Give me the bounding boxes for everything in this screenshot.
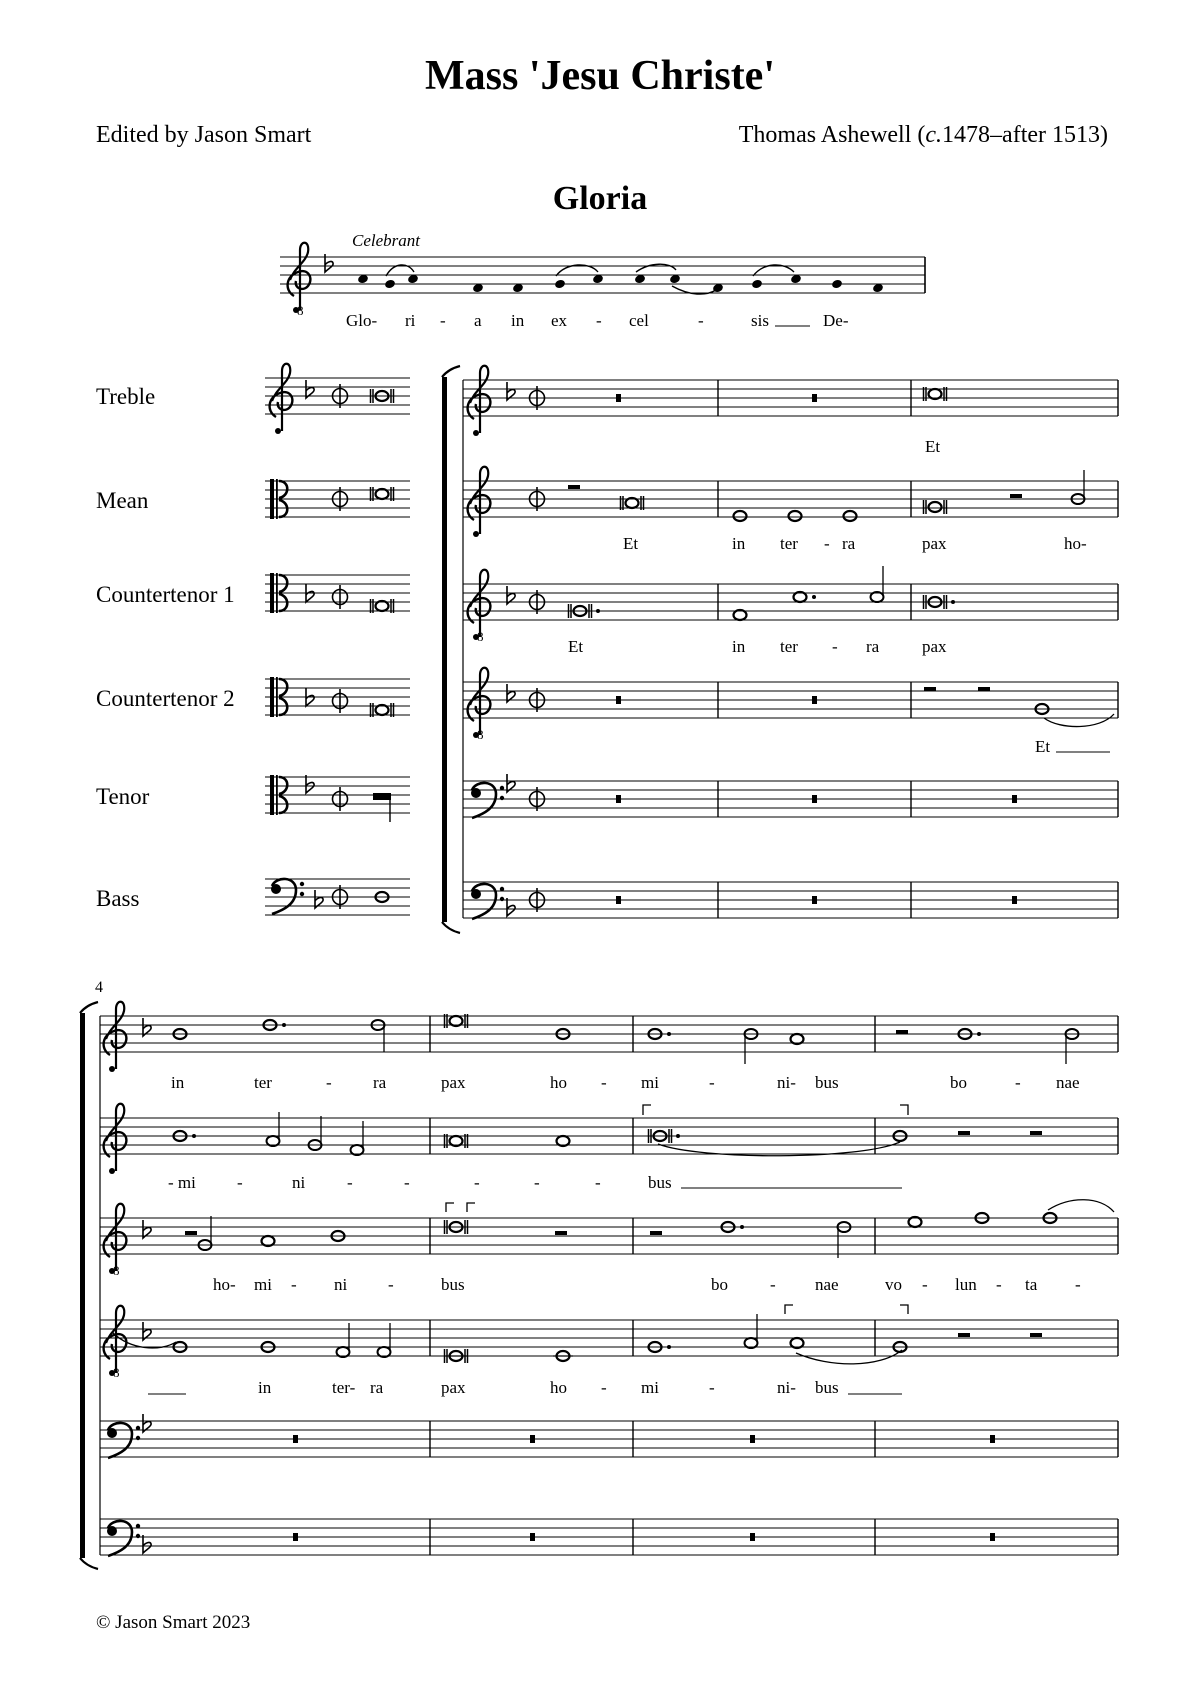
lyric: - <box>1015 1073 1021 1092</box>
lyric: - <box>291 1275 297 1294</box>
system1-barlines <box>718 380 1118 918</box>
system1-bracket <box>442 366 463 933</box>
lyric: ni- <box>777 1378 796 1397</box>
lyric: - <box>601 1073 607 1092</box>
lyric: in <box>732 637 746 656</box>
intonation-staff <box>280 257 925 293</box>
voice-label-mean: Mean <box>96 488 149 513</box>
system2-rests <box>185 1030 1042 1541</box>
lyric: Et <box>623 534 639 553</box>
lyric: mi <box>254 1275 272 1294</box>
lyric: - <box>996 1275 1002 1294</box>
lyric: - <box>770 1275 776 1294</box>
lyric: pax <box>922 534 947 553</box>
system2-lyrics <box>148 1073 1081 1397</box>
lyric: ri <box>405 311 416 330</box>
lyric: Et <box>568 637 584 656</box>
lyric: - <box>1075 1275 1081 1294</box>
lyric: vo <box>885 1275 902 1294</box>
measure-number: 4 <box>95 979 103 996</box>
composer-name: Thomas Ashewell ( <box>738 122 926 148</box>
lyric: bo <box>711 1275 728 1294</box>
composer-circa: c. <box>925 122 943 148</box>
lyric: ter <box>254 1073 272 1092</box>
section-title: Gloria <box>552 180 648 217</box>
lyric: ta <box>1025 1275 1038 1294</box>
page-title: Mass 'Jesu Christe' <box>425 53 775 99</box>
system2-bracket <box>80 1002 100 1569</box>
svg-text:8: 8 <box>477 727 484 742</box>
lyric: Et <box>1035 737 1051 756</box>
lyric: ni <box>334 1275 348 1294</box>
lyric: - <box>440 311 446 330</box>
lyric: ho <box>550 1378 567 1397</box>
lyric: - <box>595 1173 601 1192</box>
system2-clefs <box>104 1002 152 1556</box>
incipit-staves <box>265 378 410 915</box>
lyric: ra <box>842 534 856 553</box>
copyright-notice: © Jason Smart 2023 <box>96 1612 251 1633</box>
lyric: mi <box>641 1378 659 1397</box>
lyric: - <box>347 1173 353 1192</box>
lyric: De- <box>823 311 849 330</box>
lyric: bo <box>950 1073 967 1092</box>
lyric: - <box>922 1275 928 1294</box>
lyric: - <box>601 1378 607 1397</box>
lyric: ter <box>780 637 798 656</box>
lyric: pax <box>441 1378 466 1397</box>
lyric: bus <box>815 1073 839 1092</box>
lyric: lun <box>955 1275 977 1294</box>
system2-notes <box>112 1014 1114 1364</box>
lyric: mi <box>641 1073 659 1092</box>
lyric: ho- <box>1064 534 1087 553</box>
system1-lyrics <box>568 437 1110 756</box>
lyric: in <box>258 1378 272 1397</box>
lyric: ter <box>780 534 798 553</box>
lyric: ra <box>370 1378 384 1397</box>
lyric: - <box>709 1073 715 1092</box>
lyric: ex <box>551 311 568 330</box>
lyric: ra <box>373 1073 387 1092</box>
celebrant-label: Celebrant <box>352 231 420 250</box>
lyric: - <box>404 1173 410 1192</box>
lyric: - <box>832 637 838 656</box>
svg-text:8: 8 <box>113 1365 120 1380</box>
lyric: in <box>171 1073 185 1092</box>
incipit-symbols <box>270 364 394 914</box>
system1-clefs <box>468 366 545 919</box>
lyric: ra <box>866 637 880 656</box>
lyric: - <box>534 1173 540 1192</box>
lyric: ter- <box>332 1378 356 1397</box>
svg-text:8: 8 <box>113 1263 120 1278</box>
system1-notes <box>569 387 1115 727</box>
lyric: - <box>698 311 704 330</box>
lyric: Glo- <box>346 311 378 330</box>
lyric: bus <box>441 1275 465 1294</box>
intonation-octave-mark: 8 <box>297 303 304 318</box>
lyric: in <box>732 534 746 553</box>
lyric: in <box>511 311 525 330</box>
lyric: - <box>237 1173 243 1192</box>
lyric: - <box>388 1275 394 1294</box>
lyric: a <box>474 311 482 330</box>
lyric: Et <box>925 437 941 456</box>
lyric: ho <box>550 1073 567 1092</box>
lyric: ni <box>292 1173 306 1192</box>
voice-label-treble: Treble <box>96 384 156 409</box>
svg-text:8: 8 <box>477 629 484 644</box>
lyric: bus <box>815 1378 839 1397</box>
lyric: - <box>326 1073 332 1092</box>
voice-label-bass: Bass <box>96 886 140 911</box>
lyric: pax <box>441 1073 466 1092</box>
intonation-lyrics <box>346 311 849 330</box>
lyric: ho- <box>213 1275 236 1294</box>
lyric: nae <box>1056 1073 1080 1092</box>
lyric: bus <box>648 1173 672 1192</box>
composer-dates: 1478–after 1513) <box>942 122 1108 148</box>
lyric: - mi <box>168 1173 196 1192</box>
intonation-notes <box>357 264 884 294</box>
lyric: - <box>474 1173 480 1192</box>
lyric: pax <box>922 637 947 656</box>
lyric: ni- <box>777 1073 796 1092</box>
lyric: sis <box>751 311 769 330</box>
lyric: - <box>824 534 830 553</box>
lyric: nae <box>815 1275 839 1294</box>
lyric: cel <box>629 311 649 330</box>
voice-label-tenor: Tenor <box>96 784 150 809</box>
voice-label-countertenor-1: Countertenor 1 <box>96 582 235 607</box>
lyric: - <box>596 311 602 330</box>
editor-credit: Edited by Jason Smart <box>96 122 312 148</box>
lyric: - <box>709 1378 715 1397</box>
voice-label-countertenor-2: Countertenor 2 <box>96 686 235 711</box>
